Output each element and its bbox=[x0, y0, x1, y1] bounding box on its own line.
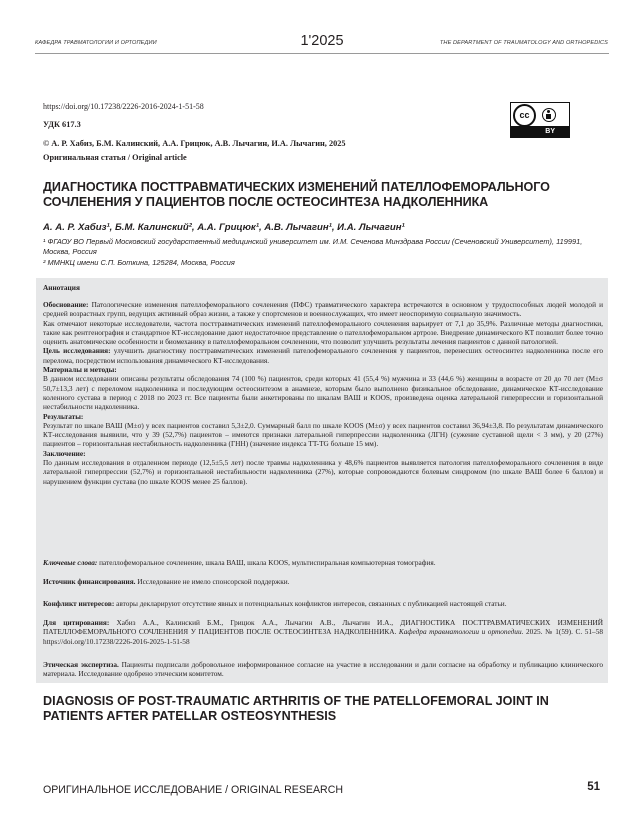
issue-number: 1'2025 bbox=[300, 33, 344, 49]
rationale-text: Патологические изменения пателлофеморального сочленения (ПФС) травматического характера встречаются в основном у трудоспособных людей молодой и средней возрастных групп, ведущих активный образ жизни, а также у спортсменов и военнослужащих, что имеет неоспоримую социальную значимость. bbox=[43, 300, 604, 319]
page-number: 51 bbox=[587, 781, 600, 793]
article-title-en: DIAGNOSIS OF POST-TRAUMATIC ARTHRITIS OF THE PATELLOFEMORAL JOINT IN PATIENTS AFTER PATELLAR OSTEOSYNTHESIS bbox=[43, 694, 549, 723]
cite-label: Для цитирования: bbox=[43, 618, 110, 627]
cite-journal: Кафедра травматологии и ортопедии. bbox=[398, 627, 524, 637]
running-header-left: КАФЕДРА ТРАВМАТОЛОГИИ И ОРТОПЕДИИ bbox=[35, 40, 157, 46]
aim-label: Цель исследования: bbox=[43, 346, 111, 356]
affiliation-2: ² ММНКЦ имени С.П. Боткина, 125284, Москва, Россия bbox=[43, 258, 235, 267]
funding-text: Исследование не имело спонсорской поддержки. bbox=[137, 577, 290, 586]
cite-text: Хабиз А.А., Калинский Б.М., Грицюк А.А., Лычагин А.В., Лычагин И.А., ДИАГНОСТИКА ПОСТТРАВМАТИЧЕСКИХ ИЗМЕНЕНИЙ ПАТЕЛЛОФЕМОРАЛЬНОГО СОЧЛЕНЕНИЯ У ПАЦИЕНТОВ ПОСЛЕ ОСТЕОСИНТЕЗА НАДКОЛЕННИКА. bbox=[43, 618, 604, 637]
running-header-right: THE DEPARTMENT OF TRAUMATOLOGY AND ORTHOPEDICS bbox=[439, 40, 608, 46]
results-label: Результаты: bbox=[43, 411, 84, 421]
copyright-line: © А. Р. Хабиз, Б.М. Калинский, А.А. Грицюк, А.В. Лычагин, И.А. Лычагин, 2025 bbox=[43, 139, 346, 148]
attribution-icon-body bbox=[546, 114, 551, 119]
by-label: BY bbox=[545, 128, 555, 135]
cite-tail[interactable]: 2025. № 1(59). С. 51–58 https://doi.org/10.17238/2226-2016-2025-1-51-58 bbox=[43, 627, 603, 646]
conclusion-text: По данным исследования в отдаленном периоде (12,5±5,5 лет) после травмы надколенника у 48,6% пациентов выявляется патология пателлофеморального сочленения в виде латеральной гиперпрессии (52,7%) и горизонтальной нестабильности надколенника (27%), которые сопровождаются болевым синдромом (по шкале ВАШ более 6 баллов) и нарушением функции сустава (по шкале KOOS менее 25 баллов). bbox=[43, 458, 603, 486]
header-divider bbox=[35, 53, 609, 54]
conflict-text: авторы декларируют отсутствие явных и потенциальных конфликтов интересов, связанных с публикацией настоящей статьи. bbox=[116, 599, 507, 608]
methods-label: Материалы и методы: bbox=[43, 365, 117, 375]
results-text: Результат по шкале ВАШ (М±σ) у всех пациентов составил 5,3±2,0. Суммарный балл по шкале KOOS (М±σ) у всех пациентов составил 36,94±3,8. По результатам динамического КТ-исследования выявили, что у 39 (52,7%) пациентов – имеются признаки латеральной гиперпрессии надколенника (ЛГН) (сужение суставной щели < 3 мм), у 20 (27%) пациентов – горизонтальная нестабильность надколенника (ГНН) (значение индекса TT-TG больше 15 мм). bbox=[43, 420, 603, 449]
funding-label: Источник финансирования. bbox=[43, 577, 136, 586]
rationale-label: Обоснование: bbox=[43, 300, 89, 309]
doi-link[interactable]: https://doi.org/10.17238/2226-2016-2024-1-51-58 bbox=[43, 102, 204, 111]
conflict-label: Конфликт интересов: bbox=[43, 599, 115, 608]
author-list: А. А. Р. Хабиз¹, Б.М. Калинский², А.А. Грицюк¹, А.В. Лычагин¹, И.А. Лычагин¹ bbox=[43, 222, 405, 233]
ethics-label: Этическая экспертиза. bbox=[43, 660, 119, 669]
affiliation-1: ¹ ФГАОУ ВО Первый Московский государственный медицинский университет им. И.М. Сеченова Минздрава России (Сеченовский Университет), 119991, Москва, Россия bbox=[43, 237, 583, 256]
attribution-icon-head bbox=[547, 110, 550, 113]
keywords-text: пателлофеморальное сочленение, шкала ВАШ, шкала KOOS, мультиспиральная компьютерная томография. bbox=[99, 558, 436, 567]
aim-text: улучшить диагностику посттравматических изменений пателофеморального сочленения у пациентов, перенесших остеосинтез надколенника после его перелома, посредством использования динамического КТ-исследования. bbox=[43, 346, 603, 365]
ethics-text: Пациенты подписали добровольное информированное согласие на участие в исследовании и дали согласие на обработку и публикацию клинического материала. Исследование одобрено этическим комитетом. bbox=[43, 660, 604, 679]
cc-icon: cc bbox=[513, 104, 536, 127]
ethics-line bbox=[43, 660, 603, 679]
conflict-line bbox=[43, 599, 603, 608]
citation-block bbox=[43, 618, 603, 646]
article-title-ru: ДИАГНОСТИКА ПОСТТРАВМАТИЧЕСКИХ ИЗМЕНЕНИЙ ПАТЕЛЛОФЕМОРАЛЬНОГО СОЧЛЕНЕНИЯ У ПАЦИЕНТОВ ПОСЛЕ ОСТЕОСИНТЕЗА НАДКОЛЕННИКА bbox=[43, 180, 550, 209]
section-footer: ОРИГИНАЛЬНОЕ ИССЛЕДОВАНИЕ / ORIGINAL RESEARCH bbox=[43, 784, 344, 796]
cc-by-license-icon[interactable] bbox=[510, 102, 570, 138]
abstract-heading: Аннотация bbox=[43, 283, 80, 292]
udk-code: УДК 617.3 bbox=[43, 120, 81, 129]
abstract-body bbox=[43, 300, 603, 486]
conclusion-label: Заключение: bbox=[43, 448, 86, 458]
article-type: Оригинальная статья / Original article bbox=[43, 153, 187, 162]
abstract-para2: Как отмечают некоторые исследователи, частота посттравматических изменений пателлофеморального сочленения варьирует от 7,1 до 35,9%. Различные методы диагностики, такие как рентгенография и стандартное КТ-исследование дают недостаточное представление о пателлофеморальном артрозе. Внедрение динамического КТ позволит более точно оценить анатомические особенности и биомеханику в пателлофеморальном сочленении, что позволит улучшить результаты лечения пациентов с данной патологией. bbox=[43, 318, 603, 347]
funding-line bbox=[43, 577, 603, 586]
abstract-aim bbox=[43, 346, 603, 365]
keywords-label: Ключевые слова: bbox=[43, 558, 98, 567]
methods-text: В данном исследовании описаны результаты обследования 74 (100 %) пациентов, среди которых 41 (55,4 %) мужчина и 33 (44,6 %) женщины в возрасте от 20 до 70 лет (М±σ 50,7±13,3 лет) с переломом надколенника и последующим остеосинтезом в анамнезе, которым было выполнено физикальное обследование, динамическое КТ-исследование коленного сустава в период с 2018 по 2023 гг. Все пациенты были анкетированы по шкалам ВАШ и KOOS, произведена оценка латеральной гиперпрессии и горизонтальной нестабильности надколенника. bbox=[43, 374, 603, 412]
keywords-line bbox=[43, 558, 603, 567]
abstract-rationale bbox=[43, 300, 603, 319]
